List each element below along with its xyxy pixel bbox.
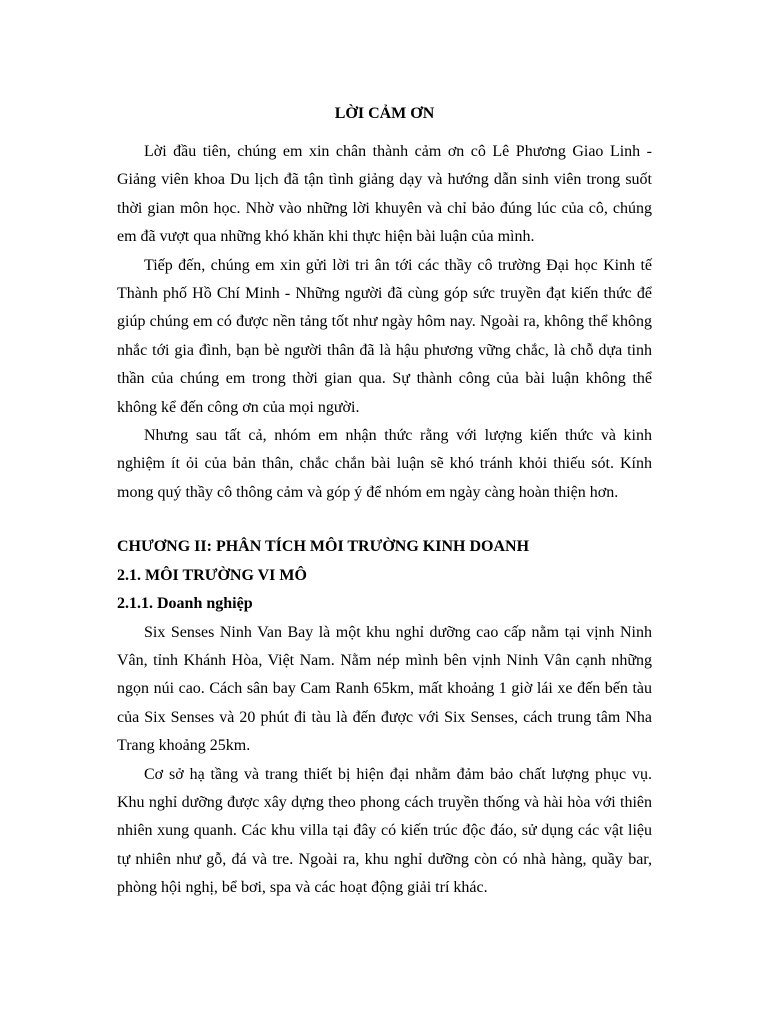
acknowledgement-paragraph-2: Tiếp đến, chúng em xin gửi lời tri ân tới các thầy cô trường Đại học Kinh tế Thành phố Hồ Chí Minh - Những người đã cùng góp sức truyền đạt kiến thức để giúp chúng em có được nền tảng tốt như ngày hôm nay. Ngoài ra, không thể không nhắc tới gia đình, bạn bè người thân đã là hậu phương vững chắc, là chỗ dựa tinh thần của chúng em trong thời gian qua. Sự thành công của bài luận không thể không kể đến công ơn của mọi người. xyxy=(117,256,652,416)
acknowledgement-paragraph-3: Nhưng sau tất cả, nhóm em nhận thức rằng với lượng kiến thức và kinh nghiệm ít ỏi của bản thân, chắc chắn bài luận sẽ khó tránh khỏi thiếu sót. Kính mong quý thầy cô thông cảm và góp ý để nhóm em ngày càng hoàn thiện hơn. xyxy=(117,427,652,501)
document-page xyxy=(117,100,652,903)
body-paragraph-1: Six Senses Ninh Van Bay là một khu nghỉ dưỡng cao cấp nằm tại vịnh Ninh Vân, tỉnh Khánh Hòa, Việt Nam. Nằm nép mình bên vịnh Ninh Vân cạnh những ngọn núi cao. Cách sân bay Cam Ranh 65km, mất khoảng 1 giờ lái xe đến bến tàu của Six Senses và 20 phút đi tàu là đến được với Six Senses, cách trung tâm Nha Trang khoảng 25km. xyxy=(117,623,652,755)
body-paragraph-2: Cơ sở hạ tầng và trang thiết bị hiện đại nhằm đảm bảo chất lượng phục vụ. Khu nghỉ dưỡng được xây dựng theo phong cách truyền thống và hài hòa với thiên nhiên xung quanh. Các khu villa tại đây có kiến trúc độc đáo, sử dụng các vật liệu tự nhiên như gỗ, đá và tre. Ngoài ra, khu nghỉ dưỡng còn có nhà hàng, quầy bar, phòng hội nghị, bể bơi, spa và các hoạt động giải trí khác. xyxy=(117,765,652,897)
chapter-heading: CHƯƠNG II: PHÂN TÍCH MÔI TRƯỜNG KINH DOANH xyxy=(117,538,530,556)
subsection-heading: 2.1.1. Doanh nghiệp xyxy=(117,595,253,613)
section-heading: 2.1. MÔI TRƯỜNG VI MÔ xyxy=(117,566,307,584)
page-title: LỜI CẢM ƠN xyxy=(334,105,435,122)
acknowledgement-paragraph-1: Lời đầu tiên, chúng em xin chân thành cảm ơn cô Lê Phương Giao Linh - Giảng viên khoa Du lịch đã tận tình giảng dạy và hướng dẫn sinh viên trong suốt thời gian môn học. Nhờ vào những lời khuyên và chỉ bảo đúng lúc của cô, chúng em đã vượt qua những khó khăn khi thực hiện bài luận của mình. xyxy=(117,143,652,246)
